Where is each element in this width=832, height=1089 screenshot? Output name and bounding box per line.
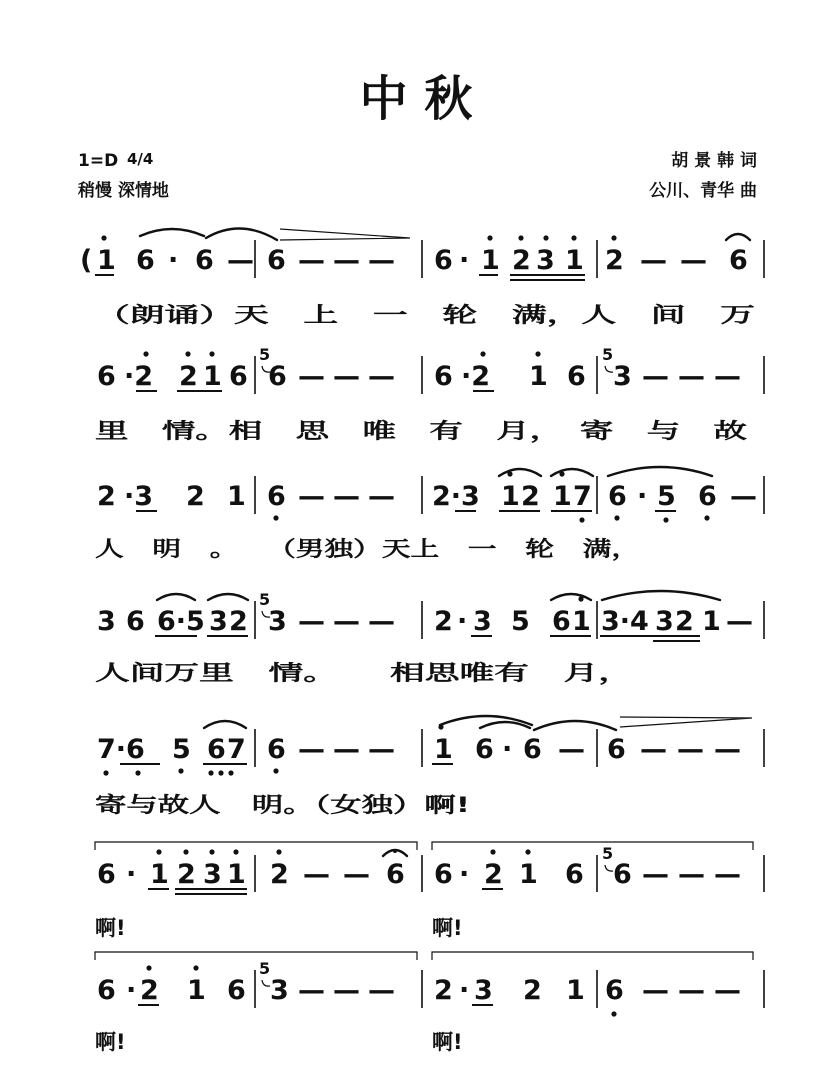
note: 2 (434, 606, 453, 637)
composer-credit: 公川、青华 曲 (649, 181, 757, 201)
low-octave-dot (663, 517, 668, 522)
note: 6·5 (157, 606, 205, 637)
volta-bracket (95, 952, 417, 960)
note: 6 (613, 859, 632, 890)
note: 1 (566, 975, 585, 1006)
note: 1 (150, 859, 169, 890)
slur (551, 469, 593, 476)
low-octave-dot (135, 770, 140, 775)
note: · (502, 734, 513, 765)
note: — (298, 481, 325, 512)
note: — (642, 859, 669, 890)
song-title: 中 秋 (359, 71, 473, 127)
note: 1 (529, 361, 548, 392)
note: 7 (573, 481, 592, 512)
note: 6 (386, 859, 405, 890)
lyric-line-right: 啊! (432, 1030, 463, 1054)
note: 2 (521, 481, 540, 512)
low-octave-dot (611, 1011, 616, 1016)
note: — (227, 245, 254, 276)
note: 1 (572, 606, 591, 637)
note: 3 (655, 606, 674, 637)
note: 6 (97, 975, 116, 1006)
note: — (298, 734, 325, 765)
note: — (368, 975, 395, 1006)
slur (551, 594, 591, 600)
octave-dot (143, 351, 148, 356)
lyrics-line-6 (95, 916, 463, 940)
note: — (368, 361, 395, 392)
note: ( (80, 245, 93, 276)
note: · (459, 245, 470, 276)
note: · (459, 859, 470, 890)
low-octave-dot (614, 515, 619, 520)
octave-dot (611, 235, 616, 240)
note: 3 (203, 859, 222, 890)
note: 6 (195, 245, 214, 276)
grace-note: 5 (259, 590, 271, 609)
note: 6 (268, 361, 287, 392)
note: 6 (207, 734, 226, 765)
octave-dot (525, 849, 530, 854)
fermata-dot (393, 849, 397, 853)
note: — (333, 606, 360, 637)
note: 6 (608, 481, 627, 512)
note: 6 (475, 734, 494, 765)
system-1 (80, 228, 764, 280)
lyricist-credit: 胡 景 韩 词 (671, 151, 757, 171)
note: 3 (474, 975, 493, 1006)
octave-dot (518, 235, 523, 240)
volta-bracket (432, 952, 753, 960)
note: 2 (512, 245, 531, 276)
slur (534, 721, 616, 730)
slur (726, 234, 750, 240)
note: 6 (267, 245, 286, 276)
note: 6 (267, 734, 286, 765)
note: 6 (565, 859, 584, 890)
system-6 (95, 842, 764, 894)
note: 3 (268, 606, 287, 637)
note: — (714, 734, 741, 765)
note: — (333, 361, 360, 392)
note: 1 (434, 734, 453, 765)
system-7 (95, 952, 764, 1017)
note: 6 (607, 734, 626, 765)
note: 6 (434, 245, 453, 276)
note: 6 (698, 481, 717, 512)
grace-tie (262, 980, 270, 986)
lyric-line-right: 啊! (432, 916, 463, 940)
slur (499, 469, 541, 476)
note: 5 (657, 481, 676, 512)
note: 1 (227, 481, 246, 512)
note: 1 (187, 975, 206, 1006)
slur (208, 594, 248, 600)
note: — (368, 481, 395, 512)
note: 2·3 (432, 481, 480, 512)
note: 2 (229, 606, 248, 637)
note: — (730, 481, 757, 512)
note: 6 (434, 361, 453, 392)
lyrics-line-4 (95, 661, 633, 686)
note: 2 (270, 859, 289, 890)
note: 1 (702, 606, 721, 637)
lyric-line-left: 啊! (95, 916, 126, 940)
note: — (677, 734, 704, 765)
note: 1 (553, 481, 572, 512)
note: 6 (227, 975, 246, 1006)
note: 6 (229, 361, 248, 392)
note: 3 (270, 975, 289, 1006)
note: · (126, 975, 137, 1006)
note: — (298, 245, 325, 276)
note: 2 (177, 859, 196, 890)
note: — (714, 859, 741, 890)
note: 2 (179, 361, 198, 392)
low-octave-dot (103, 770, 108, 775)
grace-note: 5 (602, 844, 614, 863)
note: 7 (227, 734, 246, 765)
lyric-line: 人 明 。 （男独）天上 一 轮 满， (95, 537, 494, 561)
lyrics-line-5 (95, 793, 470, 817)
grace-note: 5 (259, 959, 271, 978)
note: — (642, 361, 669, 392)
lyric-line: 人间万里 情。 相思唯有 月， (95, 661, 421, 685)
note: — (640, 734, 667, 765)
low-octave-dot (704, 515, 709, 520)
octave-dot (209, 351, 214, 356)
octave-dot (183, 849, 188, 854)
note: 6 (552, 606, 571, 637)
time-signature: 4/4 (127, 150, 154, 168)
note: 2 (186, 481, 205, 512)
note: 1 (227, 859, 246, 890)
note: 1 (565, 245, 584, 276)
octave-dot (480, 351, 485, 356)
note: 6 (605, 975, 624, 1006)
octave-dot (490, 849, 495, 854)
note: · (126, 859, 137, 890)
note: — (714, 975, 741, 1006)
low-octave-dot (273, 515, 278, 520)
slur (140, 229, 204, 236)
note: — (298, 606, 325, 637)
note: · (168, 245, 179, 276)
note: 1 (97, 245, 116, 276)
low-octave-dot (228, 770, 233, 775)
note: · (637, 481, 648, 512)
note: 5 (172, 734, 191, 765)
system-2 (97, 345, 764, 394)
note: — (333, 481, 360, 512)
slur (204, 721, 246, 728)
note: 2 (605, 245, 624, 276)
note: — (726, 606, 753, 637)
note: — (368, 245, 395, 276)
octave-dot (276, 849, 281, 854)
note: 6 (126, 606, 145, 637)
note: 6 (136, 245, 155, 276)
note: ·2 (124, 361, 154, 392)
note: 2 (434, 975, 453, 1006)
slur (157, 594, 195, 600)
note: — (368, 734, 395, 765)
lyrics-line-3 (95, 537, 640, 562)
note: 6 (729, 245, 748, 276)
low-octave-dot (273, 768, 278, 773)
note: — (333, 245, 360, 276)
note: 1 (203, 361, 222, 392)
note: 2 (523, 975, 542, 1006)
note: 7·6 (97, 734, 145, 765)
octave-dot (543, 235, 548, 240)
slur (206, 228, 277, 240)
note: 3 (473, 606, 492, 637)
note: — (333, 975, 360, 1006)
note: 2 (675, 606, 694, 637)
octave-dot (487, 235, 492, 240)
note: · (459, 975, 470, 1006)
note: — (333, 734, 360, 765)
note: — (680, 245, 707, 276)
grace-tie (605, 865, 613, 871)
grace-note: 5 (259, 345, 271, 364)
note: — (343, 859, 370, 890)
key-signature: 1=D (78, 151, 119, 171)
note: — (642, 975, 669, 1006)
octave-dot (233, 849, 238, 854)
note: — (640, 245, 667, 276)
note: 2 (140, 975, 159, 1006)
system-3 (97, 467, 764, 523)
note: — (368, 606, 395, 637)
note: 6 (523, 734, 542, 765)
octave-dot (185, 351, 190, 356)
note: 2 (484, 859, 503, 890)
note: — (558, 734, 585, 765)
slur (608, 467, 712, 476)
system-4 (97, 590, 764, 641)
slur (602, 591, 720, 600)
lyrics-line-7 (95, 1030, 463, 1054)
note: — (678, 859, 705, 890)
note: — (303, 859, 330, 890)
lyrics-line-1 (95, 303, 755, 328)
volta-bracket (432, 842, 753, 850)
note: ·2 (461, 361, 491, 392)
note: 6 (434, 859, 453, 890)
octave-dot (535, 351, 540, 356)
note: — (678, 361, 705, 392)
grace-tie (605, 366, 613, 372)
note: 2 (97, 481, 116, 512)
decrescendo-hairpin (280, 229, 410, 240)
octave-dot (193, 965, 198, 970)
system-5 (97, 716, 764, 776)
low-octave-dot (178, 768, 183, 773)
lyrics-line-2 (95, 419, 747, 444)
volta-bracket (95, 842, 417, 850)
note: — (714, 361, 741, 392)
lyric-line: （朗诵）天 上 一 轮 满，人 间 万 (95, 303, 494, 327)
octave-dot (101, 235, 106, 240)
octave-dot (209, 849, 214, 854)
note: 6 (267, 481, 286, 512)
note: — (678, 975, 705, 1006)
note: 1 (481, 245, 500, 276)
note: — (298, 361, 325, 392)
tempo-marking: 稍慢 深情地 (78, 181, 169, 201)
octave-dot (146, 965, 151, 970)
note: 3 (613, 361, 632, 392)
note: 6 (97, 361, 116, 392)
note: — (298, 975, 325, 1006)
note: 6 (97, 859, 116, 890)
note: 5 (511, 606, 530, 637)
low-octave-dot (208, 770, 213, 775)
note: · (457, 606, 468, 637)
note: ·3 (124, 481, 154, 512)
lyric-line: 寄与故人 明。（女独）啊! (95, 793, 470, 817)
note: 3 (97, 606, 116, 637)
note: 3 (536, 245, 555, 276)
note: 6 (567, 361, 586, 392)
note: 3·4 (601, 606, 649, 637)
note: 3 (209, 606, 228, 637)
octave-dot (156, 849, 161, 854)
low-octave-dot (218, 770, 223, 775)
decrescendo-hairpin (620, 717, 752, 727)
lyric-line: 里 情。相 思 唯 有 月， 寄 与 故 (95, 419, 505, 443)
low-octave-dot (579, 517, 584, 522)
octave-dot (571, 235, 576, 240)
note: 1 (519, 859, 538, 890)
note: 1 (501, 481, 520, 512)
lyric-line-left: 啊! (95, 1030, 126, 1054)
grace-note: 5 (602, 345, 614, 364)
